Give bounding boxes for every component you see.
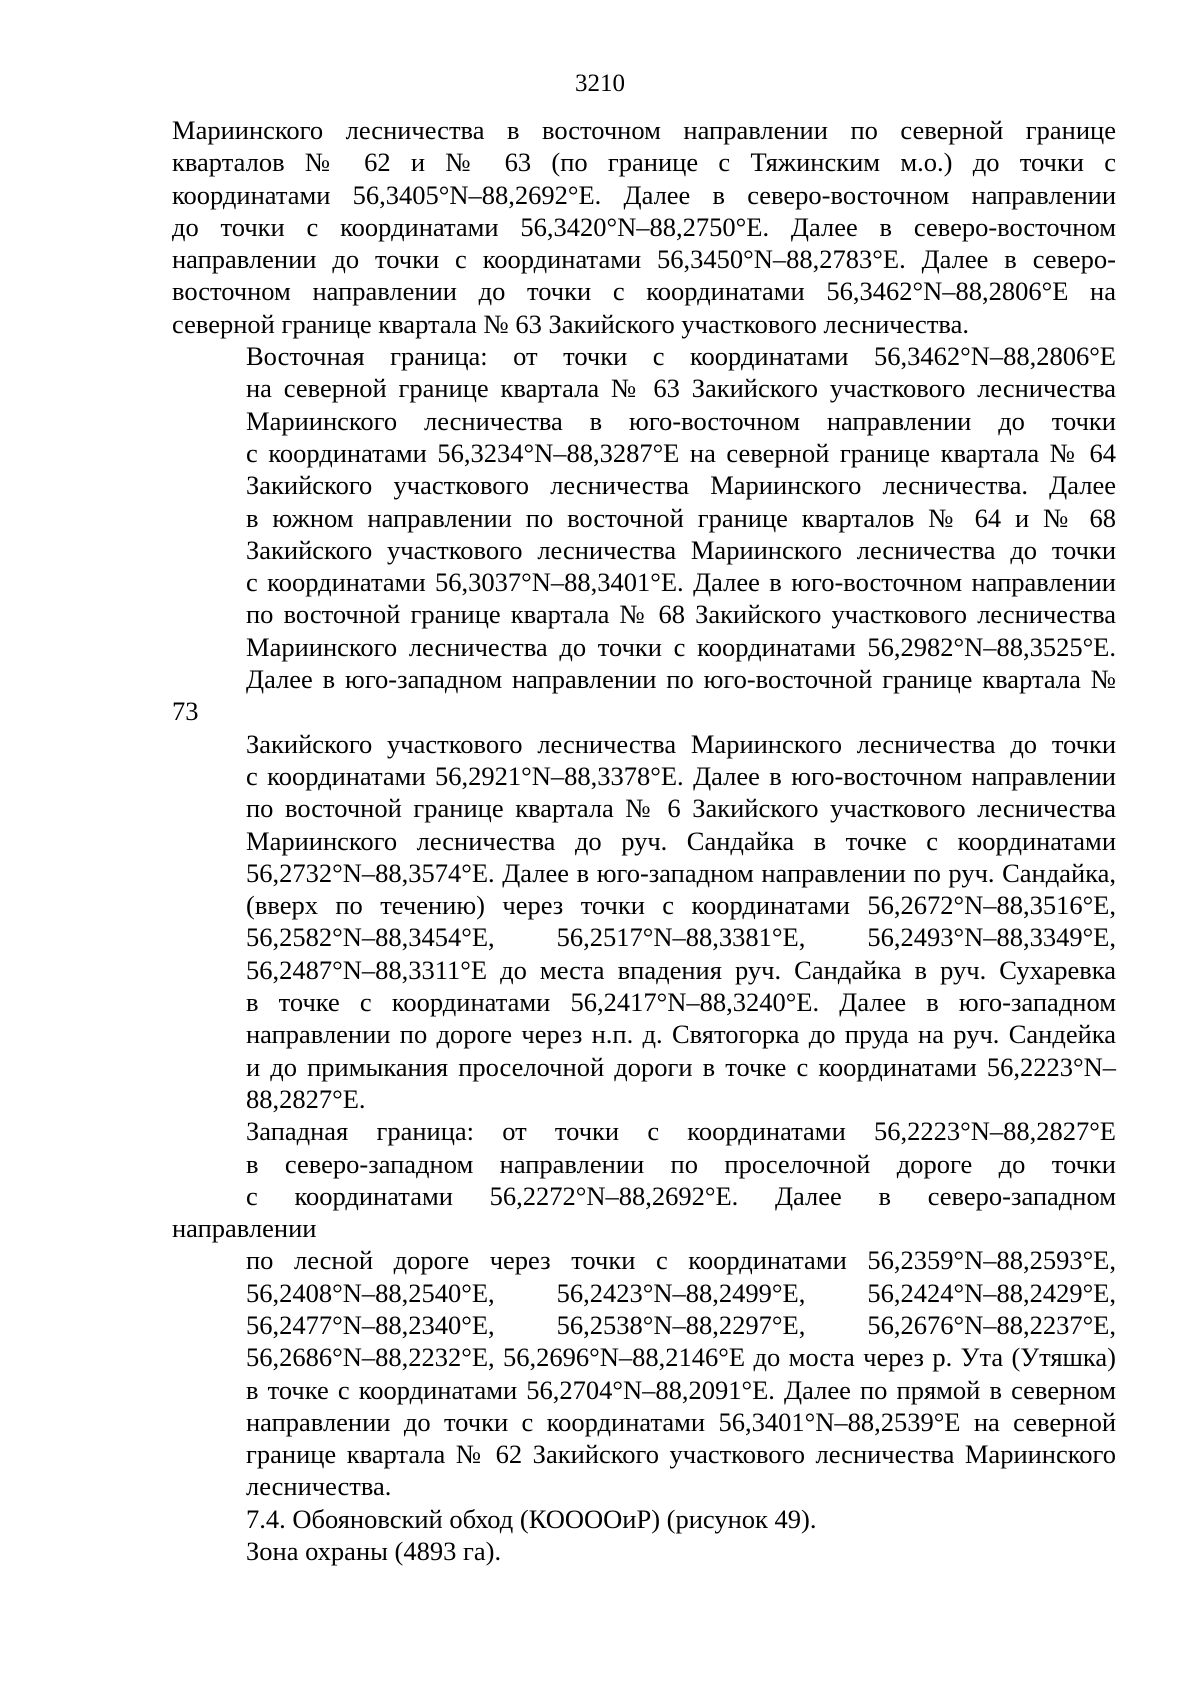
document-body: [172, 114, 1116, 1567]
text-line: кварталов № 62 и № 63 (по границе с Тяжинским м.о.) до точки с: [172, 147, 1116, 178]
text-line: в северо-западном направлении по проселочной дороге до точки: [246, 1148, 1116, 1179]
paragraph: [172, 1115, 1116, 1503]
text-line: Мариинского лесничества в юго-восточном направлении до точки: [246, 405, 1116, 436]
text-line: Западная граница: от точки с координатами 56,2223°N–88,2827°E: [246, 1116, 1116, 1147]
text-line: направлении до точки с координатами 56,3450°N–88,2783°E. Далее в северо-: [172, 244, 1116, 275]
text-line: с координатами 56,2272°N–88,2692°E. Далее в северо-западном направлении: [172, 1180, 1116, 1244]
text-line: (вверх по течению) через точки с координатами 56,2672°N–88,3516°E,: [246, 890, 1116, 921]
text-line: 56,2408°N–88,2540°E, 56,2423°N–88,2499°E, 56,2424°N–88,2429°E,: [246, 1277, 1116, 1308]
text-line: 56,2487°N–88,3311°E до места впадения руч. Сандайка в руч. Сухаревка: [246, 954, 1116, 985]
text-line: границе квартала № 62 Закийского участкового лесничества Мариинского: [246, 1439, 1116, 1470]
text-line: 56,2732°N–88,3574°E. Далее в юго-западном направлении по руч. Сандайка,: [246, 857, 1116, 888]
text-line: 56,2582°N–88,3454°E, 56,2517°N–88,3381°E, 56,2493°N–88,3349°E,: [246, 922, 1116, 953]
text-line: на северной границе квартала № 63 Закийского участкового лесничества: [246, 373, 1116, 404]
text-line: восточном направлении до точки с координатами 56,3462°N–88,2806°E на: [172, 276, 1116, 307]
text-line: и до примыкания проселочной дороги в точке с координатами 56,2223°N–: [246, 1051, 1116, 1082]
text-line: Мариинского лесничества в восточном направлении по северной границе: [172, 115, 1116, 145]
paragraph: [172, 340, 1116, 1115]
text-line: Мариинского лесничества до точки с координатами 56,2982°N–88,3525°E.: [246, 631, 1116, 662]
text-line: до точки с координатами 56,3420°N–88,2750°E. Далее в северо-восточном: [172, 211, 1116, 242]
text-line: направлении по дороге через н.п. д. Святогорка до пруда на руч. Сандейка: [246, 1019, 1116, 1050]
text-line: 7.4. Обояновский обход (КООООиР) (рисунок 49).: [246, 1503, 817, 1534]
text-line: Далее в юго-западном направлении по юго-восточной границе квартала № 73: [172, 664, 1116, 727]
text-line: направлении до точки с координатами 56,3401°N–88,2539°E на северной: [246, 1406, 1116, 1437]
text-line: Закийского участкового лесничества Мариинского лесничества до точки: [246, 728, 1116, 759]
text-line: по лесной дороге через точки с координатами 56,2359°N–88,2593°E,: [246, 1245, 1116, 1276]
text-line: с координатами 56,3234°N–88,3287°E на северной границе квартала № 64: [246, 437, 1116, 468]
text-line: северной границе квартала № 63 Закийского участкового лесничества.: [172, 308, 969, 339]
paragraph: [172, 1535, 1116, 1567]
text-line: 56,2477°N–88,2340°E, 56,2538°N–88,2297°E, 56,2676°N–88,2237°E,: [246, 1309, 1116, 1340]
text-line: Восточная граница: от точки с координатами 56,3462°N–88,2806°E: [246, 341, 1116, 372]
text-line: с координатами 56,2921°N–88,3378°E. Далее в юго-восточном направлении: [246, 760, 1116, 791]
text-line: Мариинского лесничества до руч. Сандайка в точке с координатами: [246, 825, 1116, 856]
text-line: в южном направлении по восточной границе кварталов № 64 и № 68: [246, 502, 1116, 533]
text-line: 56,2686°N–88,2232°E, 56,2696°N–88,2146°E до моста через р. Ута (Утяшка): [246, 1342, 1116, 1373]
paragraph: [172, 1503, 1116, 1535]
text-line: Закийского участкового лесничества Мариинского лесничества до точки: [246, 534, 1116, 565]
text-line: Зона охраны (4893 га).: [246, 1536, 502, 1567]
paragraph: [172, 114, 1116, 340]
text-line: Закийского участкового лесничества Мариинского лесничества. Далее: [246, 470, 1116, 501]
text-line: с координатами 56,3037°N–88,3401°E. Далее в юго-восточном направлении: [246, 567, 1116, 598]
text-line: 88,2827°E.: [246, 1083, 366, 1114]
text-line: в точке с координатами 56,2417°N–88,3240°E. Далее в юго-западном: [246, 987, 1116, 1018]
text-line: координатами 56,3405°N–88,2692°E. Далее в северо-восточном направлении: [172, 179, 1116, 210]
page-number: 3210: [575, 70, 625, 97]
text-line: в точке с координатами 56,2704°N–88,2091°E. Далее по прямой в северном: [246, 1374, 1116, 1405]
text-line: по восточной границе квартала № 6 Закийского участкового лесничества: [246, 793, 1116, 824]
text-line: по восточной границе квартала № 68 Закийского участкового лесничества: [246, 599, 1116, 630]
text-line: лесничества.: [246, 1471, 392, 1502]
